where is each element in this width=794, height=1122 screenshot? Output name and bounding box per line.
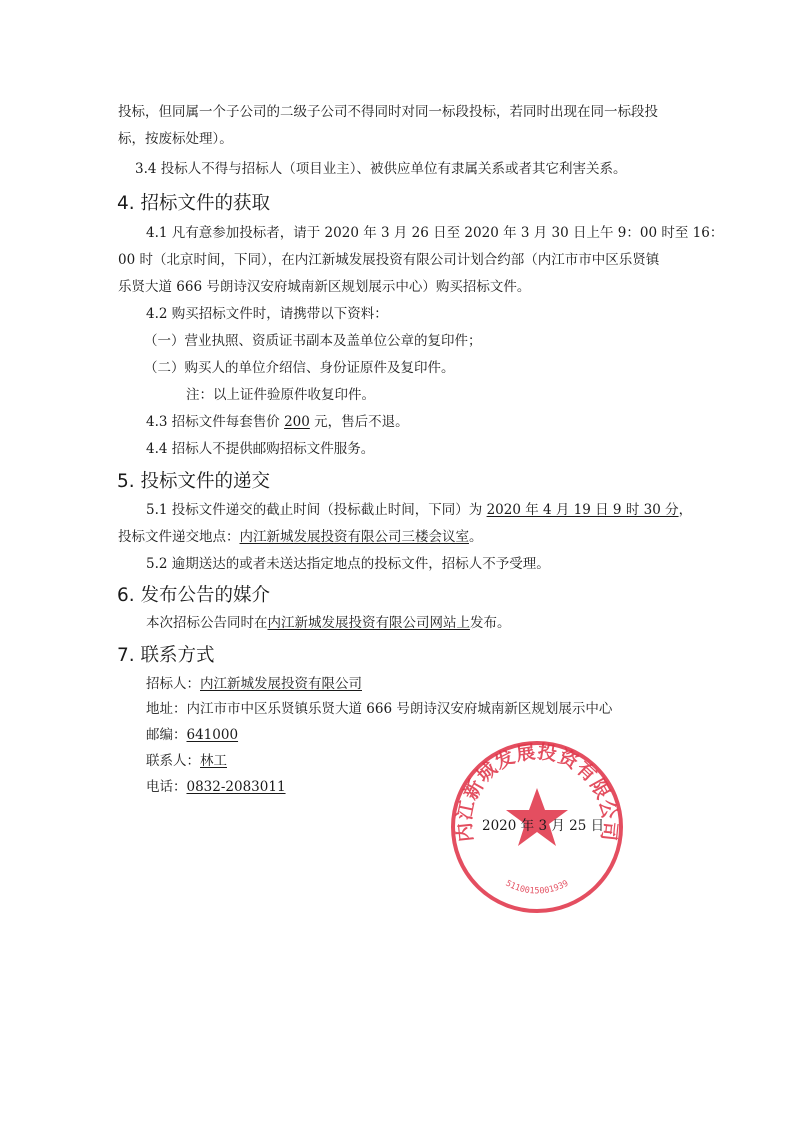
required-item-1: （一）营业执照、资质证书副本及盖单位公章的复印件； (144, 333, 482, 349)
clause-4-3 (146, 414, 409, 430)
section-4-heading: 4. 招标文件的获取 (117, 193, 271, 214)
phone-label: 电话： (146, 779, 187, 795)
postcode-value: 641000 (186, 727, 239, 743)
media-line (146, 615, 511, 631)
clause-5-2: 5.2 逾期送达的或者未送达指定地点的投标文件，招标人不予受理。 (146, 556, 550, 572)
address-label: 地址： (146, 701, 187, 717)
contact-value: 林工 (200, 753, 227, 769)
tenderer-name: 内江新城发展投资有限公司 (200, 676, 362, 692)
clause-4-1-line-2: 00 时（北京时间，下同），在内江新城发展投资有限公司计划合约部（内江市市中区乐贤镇 (118, 252, 660, 268)
submission-deadline: 2020 年 4 月 19 日 9 时 30 分 (486, 502, 679, 518)
location-label: 投标文件递交地点： (118, 529, 240, 545)
clause-4-3-suffix: 元，售后不退。 (309, 414, 409, 430)
section-7-heading: 7. 联系方式 (117, 645, 215, 666)
submission-location: 内江新城发展投资有限公司三楼会议室 (239, 529, 469, 545)
section-5-heading: 5. 投标文件的递交 (117, 471, 271, 492)
intro-line-2: 标，按废标处理）。 (118, 131, 233, 147)
section-6-heading: 6. 发布公告的媒介 (117, 585, 271, 606)
tenderer-label: 招标人： (146, 676, 200, 692)
clause-4-1-line-1: 4.1 凡有意参加投标者，请于 2020 年 3 月 26 日至 2020 年 3 月 30 日上午 9：00 时至 16： (146, 225, 724, 241)
required-item-2: （二）购买人的单位介绍信、身份证原件及复印件。 (144, 360, 455, 376)
clause-4-2: 4.2 购买招标文件时，请携带以下资料： (146, 306, 388, 322)
clause-4-1-line-3: 乐贤大道 666 号朗诗汉安府城南新区规划展示中心）购买招标文件。 (118, 279, 531, 295)
postcode-label: 邮编： (146, 727, 187, 743)
phone-row (146, 779, 286, 795)
svg-text:5110015001939 (504, 879, 571, 897)
note-line: 注：以上证件验原件收复印件。 (186, 387, 375, 403)
contact-row (146, 753, 227, 769)
clause-5-1-line-1 (146, 502, 692, 518)
media-suffix: 发布。 (470, 615, 511, 631)
phone-value: 0832-2083011 (186, 779, 286, 795)
signature-date: 2020 年 3 月 25 日 (482, 818, 605, 834)
clause-5-1-prefix: 5.1 投标文件递交的截止时间（投标截止时间，下同）为 (146, 502, 487, 518)
clause-3-4: 3.4 投标人不得与招标人（项目业主）、被供应单位有隶属关系或者其它利害关系。 (135, 161, 627, 177)
seal-code: 5110015001939 (503, 878, 571, 897)
location-suffix: 。 (469, 529, 483, 545)
postcode-row (146, 727, 238, 743)
address-row (146, 701, 612, 717)
clause-4-3-prefix: 4.3 招标文件每套售价 (146, 414, 285, 430)
media-prefix: 本次招标公告同时在 (146, 615, 268, 631)
seal-star-icon (506, 788, 568, 846)
address-value: 内江市市中区乐贤镇乐贤大道 666 号朗诗汉安府城南新区规划展示中心 (186, 701, 613, 717)
publication-media: 内江新城发展投资有限公司网站上 (267, 615, 470, 631)
intro-line-1: 投标，但同属一个子公司的二级子公司不得同时对同一标段投标，若同时出现在同一标段投 (118, 104, 658, 120)
clause-5-1-suffix: ， (678, 502, 693, 518)
tenderer-row (146, 676, 362, 692)
clause-5-1-line-2 (118, 529, 483, 545)
seal-text: 内江新城发展投资有限公司 (453, 740, 621, 843)
document-price: 200 (284, 414, 310, 430)
clause-4-4: 4.4 招标人不提供邮购招标文件服务。 (146, 441, 375, 457)
contact-label: 联系人： (146, 753, 200, 769)
